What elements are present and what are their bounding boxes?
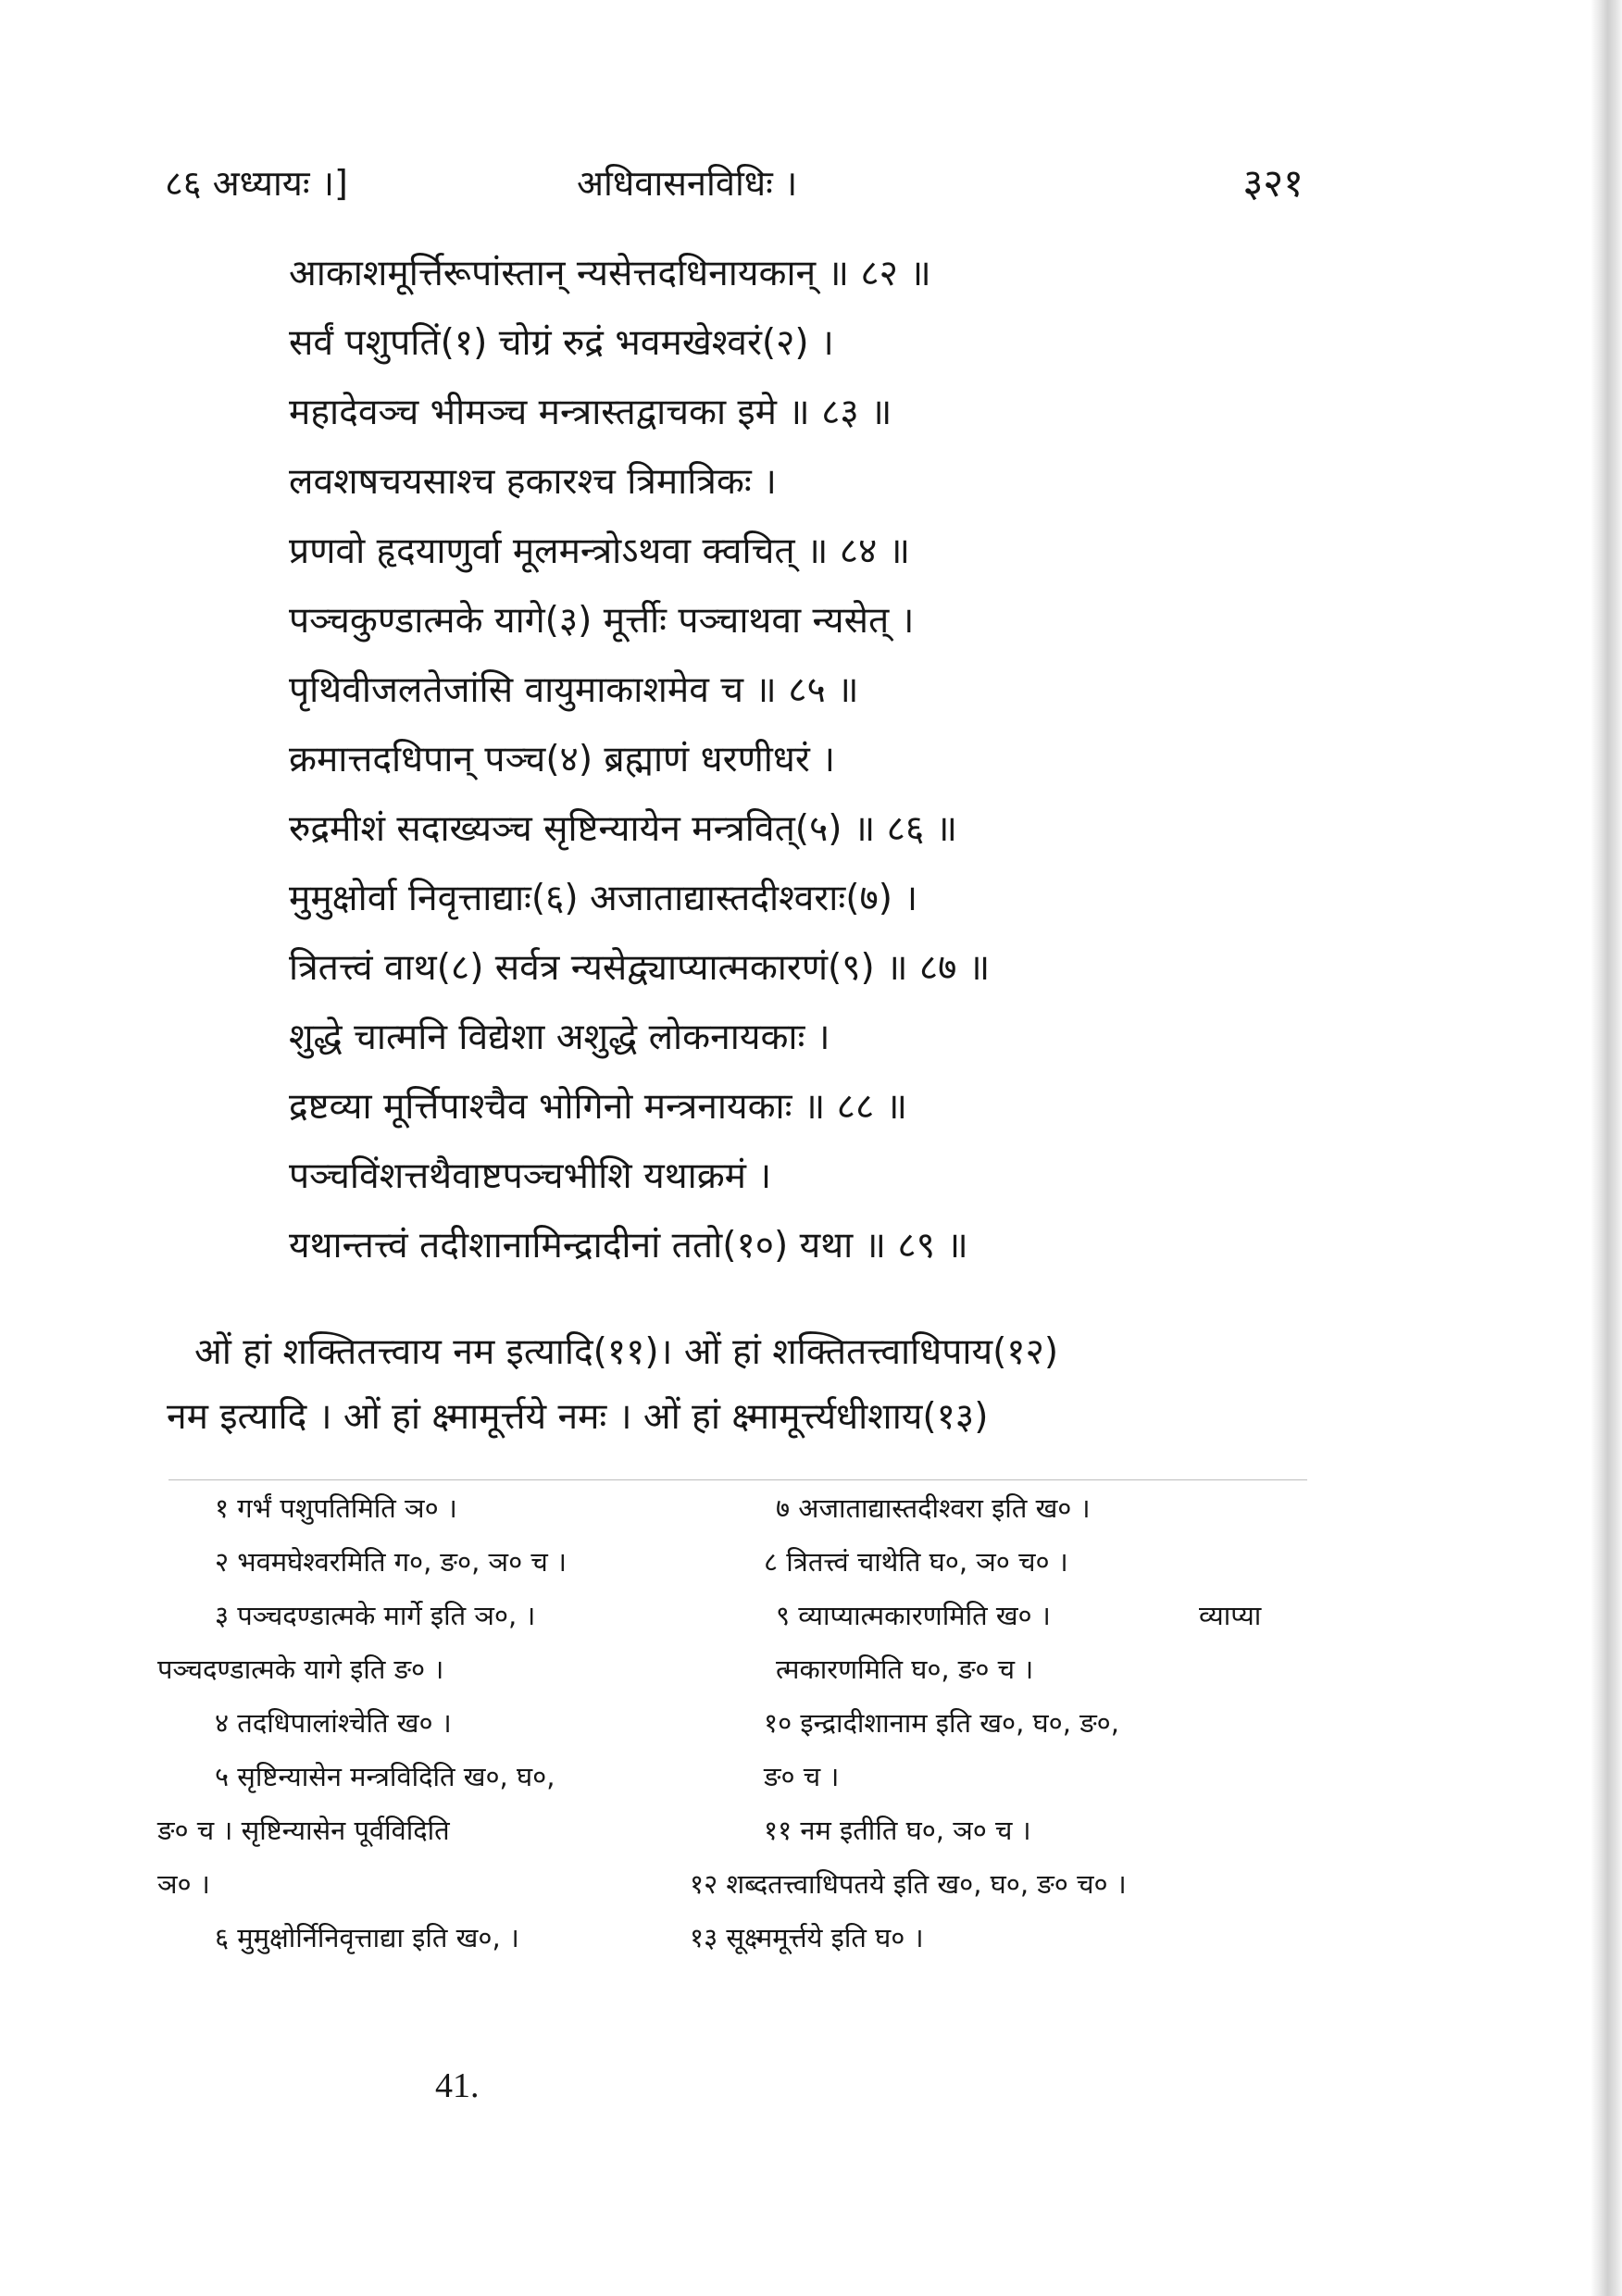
verse-line: क्रमात्तदधिपान् पञ्च(४) ब्रह्माणं धरणीधरं । — [289, 739, 835, 780]
footnote-right: त्मकारणमिति घ०, ङ० च । — [776, 1653, 1034, 1685]
verse-line: पृथिवीजलतेजांसि वायुमाकाशमेव च ॥ ८५ ॥ — [289, 669, 859, 711]
verse-line: आकाशमूर्त्तिरूपांस्तान् न्यसेत्तदधिनायकान् ॥ ८२ ॥ — [289, 253, 931, 294]
verse-line: यथान्तत्त्वं तदीशानामिन्द्रादीनां ततो(१०) यथा ॥ ८९ ॥ — [289, 1225, 968, 1267]
verse-line: द्रष्टव्या मूर्त्तिपाश्चैव भोगिनो मन्त्रनायकाः ॥ ८८ ॥ — [289, 1086, 908, 1128]
footnote-left: ४ तदधिपालांश्चेति ख० । — [215, 1707, 452, 1739]
verse-line: प्रणवो हृदयाणुर्वा मूलमन्त्रोऽथवा क्वचित् ॥ ८४ ॥ — [289, 530, 911, 572]
verse-line: मुमुक्षोर्वा निवृत्ताद्याः(६) अजाताद्यास्तदीश्वराः(७) । — [289, 878, 918, 919]
verse-line: पञ्चविंशत्तथैवाष्टपञ्चभीशि यथाक्रमं । — [289, 1155, 772, 1197]
page-number: ३२१ — [1242, 160, 1304, 206]
footnote-row — [157, 1481, 1315, 1535]
footnote-right: ७ अजाताद्यास्तदीश्वरा इति ख० । — [776, 1492, 1091, 1524]
verse-line: सर्वं पशुपतिं(१) चोग्रं रुद्रं भवमखेश्वरं(२) । — [289, 322, 834, 364]
footnote-left: ६ मुमुक्षोर्निनिवृत्ताद्या इति ख०, । — [215, 1922, 519, 1953]
footnote-row — [157, 1857, 1315, 1911]
footnote-left: ङ० च । सृष्टिन्यासेन पूर्वविदिति — [157, 1815, 450, 1846]
verse-line: महादेवञ्च भीमञ्च मन्त्रास्तद्वाचका इमे ॥ ८३ ॥ — [289, 392, 892, 433]
footnote-row — [157, 1589, 1315, 1642]
prose-line: ओं हां शक्तितत्त्वाय नम इत्यादि(११)। ओं हां शक्तितत्त्वाधिपाय(१२) — [194, 1331, 1059, 1373]
footnote-right: ९ व्याप्यात्मकारणमिति ख० । — [776, 1600, 1051, 1631]
footnotes-block — [157, 1481, 1315, 1965]
running-title: अधिवासनविधिः । — [577, 163, 798, 204]
footnote-right: ङ० च । — [764, 1761, 840, 1792]
footnote-left: १ गर्भं पशुपतिमिति ञ० । — [215, 1492, 457, 1524]
footnote-row — [157, 1911, 1315, 1965]
footnote-left: ञ० । — [157, 1868, 210, 1900]
verse-line: पञ्चकुण्डात्मके यागे(३) मूर्त्तीः पञ्चाथवा न्यसेत् । — [289, 600, 915, 642]
scan-edge-shadow — [1591, 0, 1622, 2296]
footnote-right: १३ सूक्ष्ममूर्त्तये इति घ० । — [690, 1922, 924, 1953]
verse-line: रुद्रमीशं सदाख्यञ्च सृष्टिन्यायेन मन्त्रवित्(५) ॥ ८६ ॥ — [289, 808, 957, 850]
footnote-row — [157, 1803, 1315, 1857]
footnote-row — [157, 1535, 1315, 1589]
chapter-label: ८६ अध्यायः ।] — [165, 163, 348, 204]
page-header — [165, 156, 1304, 211]
prose-line: नम इत्यादि । ओं हां क्ष्मामूर्त्तये नमः । ओं हां क्ष्मामूर्त्त्यधीशाय(१३) — [167, 1396, 989, 1438]
footnote-left: २ भवमघेश्वरमिति ग०, ङ०, ञ० च । — [215, 1546, 567, 1578]
footnote-left: पञ्चदण्डात्मके यागे इति ङ० । — [157, 1653, 444, 1685]
printer-signature: 41. — [435, 2066, 480, 2105]
footnote-left: ५ सृष्टिन्यासेन मन्त्रविदिति ख०, घ०, — [215, 1761, 555, 1792]
footnote-left: ३ पञ्चदण्डात्मके मार्गे इति ञ०, । — [215, 1600, 536, 1631]
verse-block — [289, 239, 1307, 1280]
footnote-row — [157, 1750, 1315, 1803]
footnote-right: १२ शब्दतत्त्वाधिपतये इति ख०, घ०, ङ० च० । — [690, 1868, 1127, 1900]
footnote-row — [157, 1642, 1315, 1696]
footnote-row — [157, 1696, 1315, 1750]
footnote-right: ८ त्रितत्त्वं चाथेति घ०, ञ० च० । — [764, 1546, 1068, 1578]
verse-line: शुद्धे चात्मनि विद्येशा अशुद्धे लोकनायकाः । — [289, 1017, 830, 1058]
mantra-prose — [167, 1320, 1310, 1450]
footnote-right: ११ नम इतीति घ०, ञ० च । — [764, 1815, 1031, 1846]
footnote-continuation: व्याप्या — [1199, 1600, 1262, 1631]
verse-line: लवशषचयसाश्च हकारश्च त्रिमात्रिकः । — [289, 461, 777, 503]
footnote-right: १० इन्द्रादीशानाम इति ख०, घ०, ङ०, — [764, 1707, 1119, 1739]
footnote-divider — [168, 1479, 1307, 1480]
verse-line: त्रितत्त्वं वाथ(८) सर्वत्र न्यसेद्व्याप्यात्मकारणं(९) ॥ ८७ ॥ — [289, 947, 991, 989]
